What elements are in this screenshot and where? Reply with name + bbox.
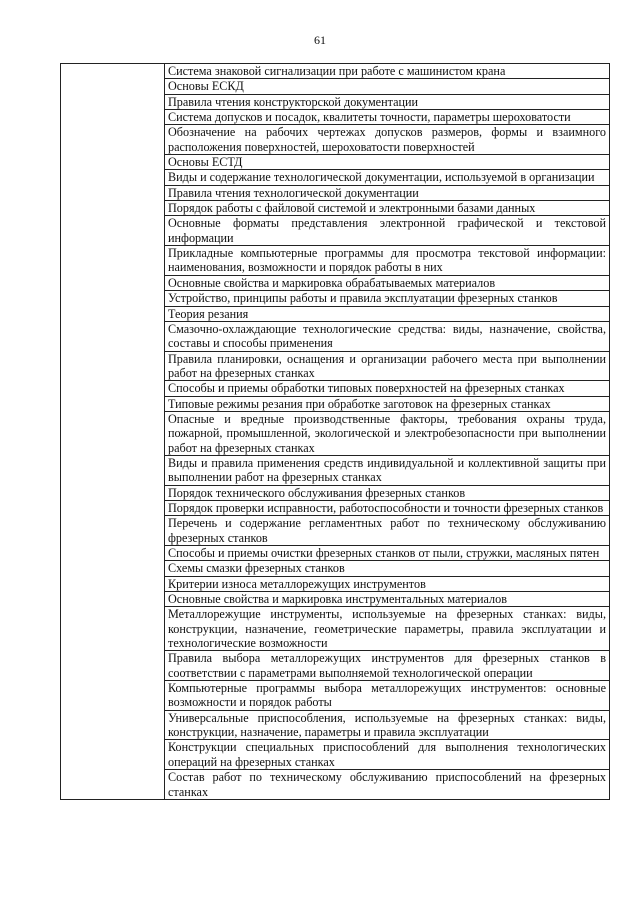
knowledge-item-cell: Основные свойства и маркировка обрабатываемых материалов — [165, 275, 610, 290]
knowledge-item-cell: Прикладные компьютерные программы для просмотра текстовой информации: наименования, возможности и порядок работы в них — [165, 246, 610, 276]
knowledge-item-cell: Виды и правила применения средств индивидуальной и коллективной защиты при выполнении работ на фрезерных станках — [165, 455, 610, 485]
knowledge-item-cell: Универсальные приспособления, используемые на фрезерных станках: виды, конструкции, назначение, параметры и правила эксплуатации — [165, 710, 610, 740]
knowledge-item-cell: Основы ЕСКД — [165, 79, 610, 94]
knowledge-item-cell: Основные свойства и маркировка инструментальных материалов — [165, 592, 610, 607]
knowledge-item-cell: Типовые режимы резания при обработке заготовок на фрезерных станках — [165, 396, 610, 411]
knowledge-item-cell: Конструкции специальных приспособлений для выполнения технологических операций на фрезерных станках — [165, 740, 610, 770]
knowledge-item-cell: Опасные и вредные производственные факторы, требования охраны труда, пожарной, промышленной, экологической и электробезопасности при выполнении работ на фрезерных станках — [165, 411, 610, 455]
knowledge-item-cell: Металлорежущие инструменты, используемые на фрезерных станках: виды, конструкции, назначение, геометрические параметры, правила эксплуатации и технологические возможности — [165, 607, 610, 651]
knowledge-item-cell: Компьютерные программы выбора металлорежущих инструментов: основные возможности и порядок работы — [165, 681, 610, 711]
knowledge-table — [60, 63, 610, 800]
table-row — [61, 64, 610, 79]
knowledge-item-cell: Обозначение на рабочих чертежах допусков размеров, формы и взаимного расположения поверхностей, шероховатости поверхностей — [165, 125, 610, 155]
knowledge-item-cell: Правила выбора металлорежущих инструментов для фрезерных станков в соответствии с параметрами выполняемой технологической операции — [165, 651, 610, 681]
knowledge-item-cell: Смазочно-охлаждающие технологические средства: виды, назначение, свойства, составы и способы применения — [165, 321, 610, 351]
knowledge-item-cell: Правила чтения конструкторской документации — [165, 94, 610, 109]
page-number: 61 — [314, 33, 326, 47]
knowledge-table-body — [61, 64, 610, 800]
knowledge-item-cell: Перечень и содержание регламентных работ по техническому обслуживанию фрезерных станков — [165, 516, 610, 546]
knowledge-item-cell: Правила планировки, оснащения и организации рабочего места при выполнении работ на фрезерных станках — [165, 351, 610, 381]
knowledge-item-cell: Система допусков и посадок, квалитеты точности, параметры шероховатости — [165, 110, 610, 125]
knowledge-item-cell: Порядок проверки исправности, работоспособности и точности фрезерных станков — [165, 500, 610, 515]
knowledge-item-cell: Порядок технического обслуживания фрезерных станков — [165, 485, 610, 500]
knowledge-item-cell: Порядок работы с файловой системой и электронными базами данных — [165, 201, 610, 216]
knowledge-item-cell: Основы ЕСТД — [165, 155, 610, 170]
knowledge-item-cell: Состав работ по техническому обслуживанию приспособлений на фрезерных станках — [165, 770, 610, 800]
knowledge-item-cell: Основные форматы представления электронной графической и текстовой информации — [165, 216, 610, 246]
knowledge-item-cell: Критерии износа металлорежущих инструментов — [165, 576, 610, 591]
knowledge-item-cell: Правила чтения технологической документации — [165, 185, 610, 200]
row-label-cell — [61, 64, 165, 800]
knowledge-item-cell: Теория резания — [165, 306, 610, 321]
knowledge-item-cell: Схемы смазки фрезерных станков — [165, 561, 610, 576]
knowledge-item-cell: Система знаковой сигнализации при работе с машинистом крана — [165, 64, 610, 79]
knowledge-item-cell: Устройство, принципы работы и правила эксплуатации фрезерных станков — [165, 291, 610, 306]
knowledge-item-cell: Способы и приемы обработки типовых поверхностей на фрезерных станках — [165, 381, 610, 396]
knowledge-item-cell: Виды и содержание технологической документации, используемой в организации — [165, 170, 610, 185]
knowledge-item-cell: Способы и приемы очистки фрезерных станков от пыли, стружки, масляных пятен — [165, 546, 610, 561]
